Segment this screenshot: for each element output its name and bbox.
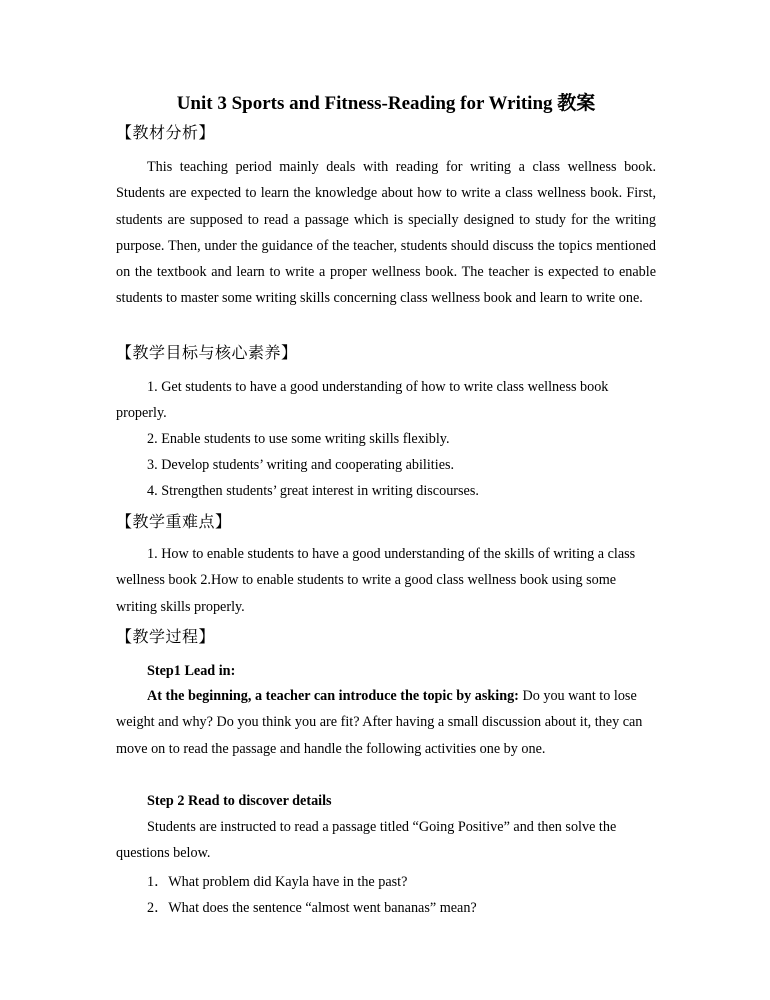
objective-item: 1. Get students to have a good understanding of how to write class wellness book properly. bbox=[116, 379, 609, 422]
analysis-paragraph: This teaching period mainly deals with reading for writing a class wellness book. Students are expected to learn the knowledge about how to write a class wellness book. First, students are supposed to read a passage which is specially designed to study for the writing purpose. Then, under the guidance of the teacher, students should discuss the topics mentioned on the textbook and learn to write a proper wellness book. The teacher is expected to enable students to master some writing skills concerning class wellness book and learn to write one. bbox=[116, 159, 656, 307]
page-title: Unit 3 Sports and Fitness-Reading for Writing 教案 bbox=[176, 93, 596, 114]
step2-title: Step 2 Read to discover details bbox=[147, 793, 332, 809]
step1-lead: At the beginning, a teacher can introduce the topic by asking: bbox=[147, 688, 519, 704]
step2-paragraph: Students are instructed to read a passage titled “Going Positive” and then solve the questions below. bbox=[116, 819, 617, 862]
step1-paragraph bbox=[116, 683, 656, 762]
section-heading-objectives: 【教学目标与核心素养】 bbox=[116, 343, 298, 362]
step1-text: Do you want to lose weight and why? Do you think you are fit? After having a small discussion about it, they can move on to read the passage and handle the following activities one by one. bbox=[116, 688, 643, 757]
objective-item: 4. Strengthen students’ great interest in writing discourses. bbox=[147, 483, 479, 499]
section-heading-process: 【教学过程】 bbox=[116, 627, 216, 646]
step1-title: Step1 Lead in: bbox=[147, 663, 236, 679]
question-item: 2．What does the sentence “almost went bananas” mean? bbox=[147, 900, 477, 916]
section-heading-analysis: 【教材分析】 bbox=[116, 123, 216, 142]
key-points-paragraph: 1. How to enable students to have a good understanding of the skills of writing a class wellness book 2.How to enable students to write a good class wellness book using some writing skills properly. bbox=[116, 546, 636, 615]
objective-item: 2. Enable students to use some writing skills flexibly. bbox=[147, 431, 450, 447]
objective-item: 3. Develop students’ writing and cooperating abilities. bbox=[147, 457, 455, 473]
question-item: 1．What problem did Kayla have in the past? bbox=[147, 874, 408, 890]
section-heading-key-points: 【教学重难点】 bbox=[116, 512, 232, 531]
